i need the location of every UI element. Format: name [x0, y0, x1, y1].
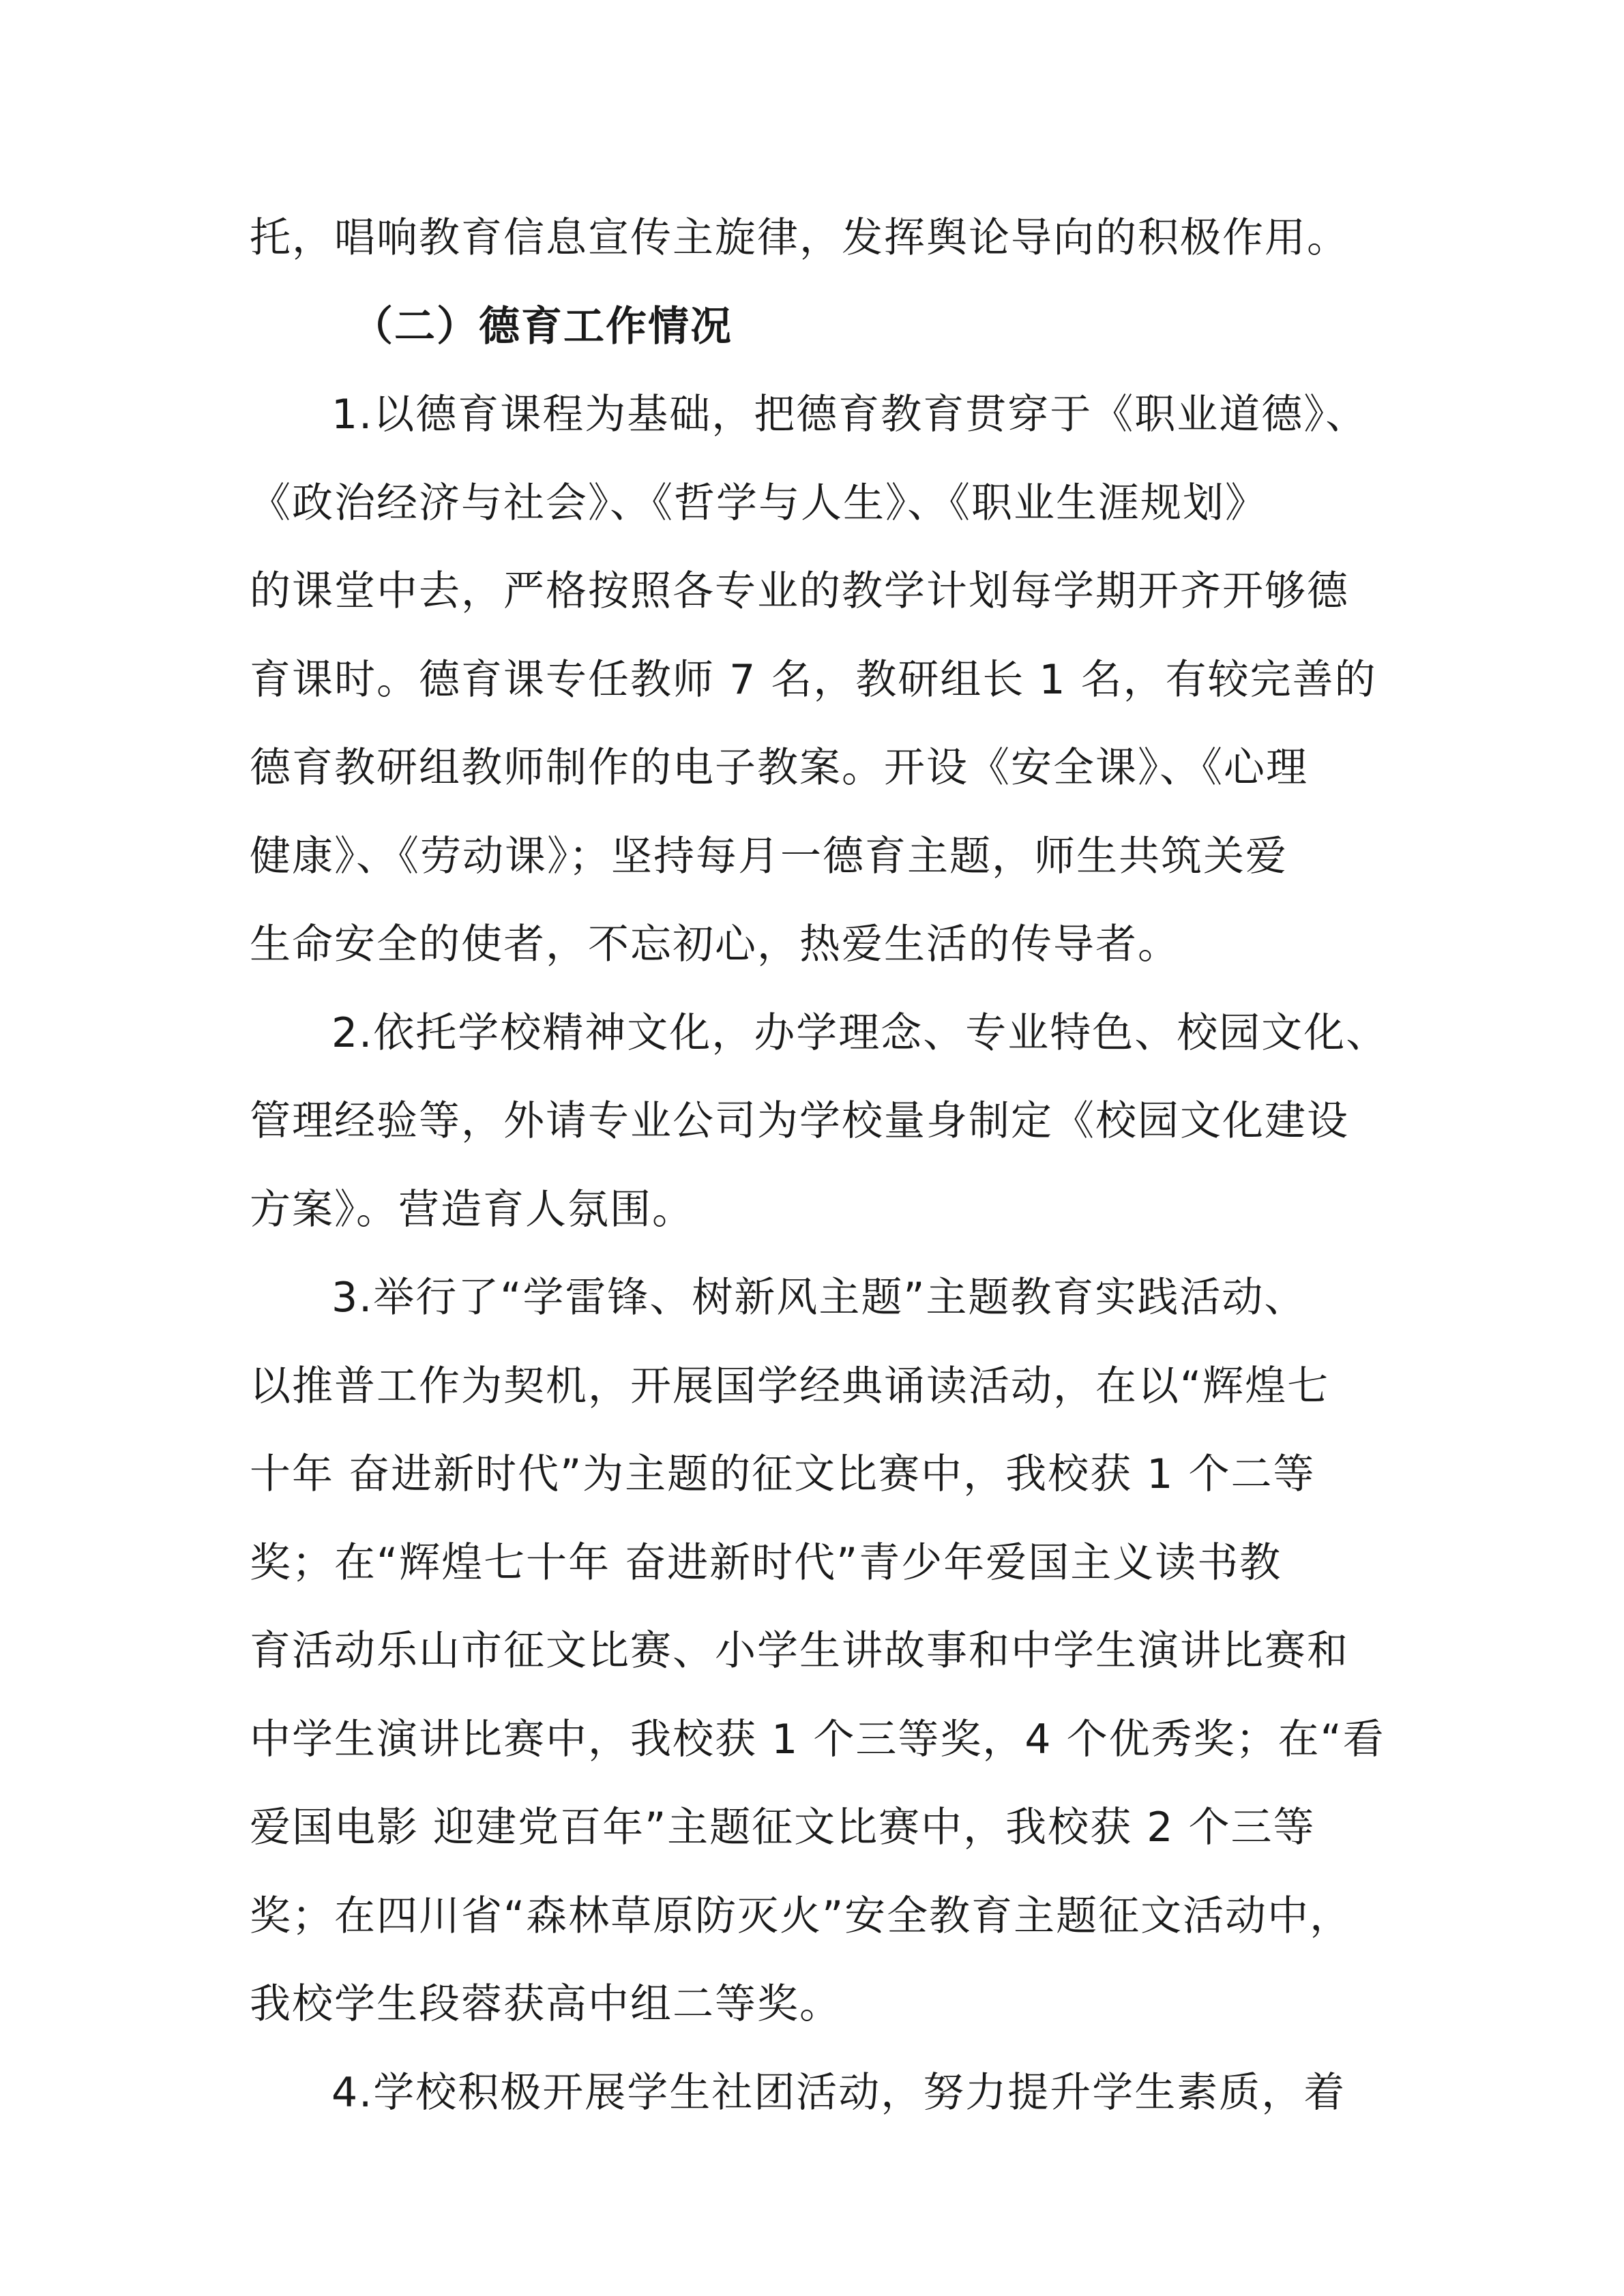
paragraph-line: 育课时。德育课专任教师 7 名，教研组长 1 名，有较完善的	[250, 655, 1377, 704]
paragraph-line: 以推普工作为契机，开展国学经典诵读活动，在以“辉煌七	[250, 1362, 1330, 1410]
paragraph-line: 托，唱响教育信息宣传主旋律，发挥舆论导向的积极作用。	[250, 214, 1349, 262]
paragraph-line: 的课堂中去，严格按照各专业的教学计划每学期开齐开够德	[250, 567, 1349, 615]
paragraph-line: 方案》。营造育人氛围。	[250, 1185, 694, 1234]
paragraph-line: 2.依托学校精神文化，办学理念、专业特色、校园文化、	[331, 1009, 1389, 1057]
paragraph-line: 奖；在四川省“森林草原防灭火”安全教育主题征文活动中，	[250, 1892, 1353, 1940]
paragraph-line: 十年 奋进新时代”为主题的征文比赛中，我校获 1 个二等	[250, 1450, 1316, 1498]
paragraph-line: 奖；在“辉煌七十年 奋进新时代”青少年爱国主义读书教	[250, 1538, 1282, 1587]
paragraph-line: 1.以德育课程为基础，把德育教育贯穿于《职业道德》、	[331, 391, 1368, 438]
paragraph-line: 中学生演讲比赛中，我校获 1 个三等奖，4 个优秀奖；在“看	[250, 1715, 1385, 1763]
paragraph-line: 育活动乐山市征文比赛、小学生讲故事和中学生演讲比赛和	[250, 1627, 1349, 1675]
paragraph-line: 爱国电影 迎建党百年”主题征文比赛中，我校获 2 个三等	[250, 1804, 1316, 1851]
paragraph-line: 健康》、《劳动课》；坚持每月一德育主题，师生共筑关爱	[250, 832, 1288, 880]
document-body	[250, 194, 1389, 2137]
paragraph-line: 4.学校积极开展学生社团活动，努力提升学生素质，着	[331, 2068, 1346, 2117]
paragraph-line: 3.举行了“学雷锋、树新风主题”主题教育实践活动、	[331, 1274, 1307, 1322]
paragraph-line: 德育教研组教师制作的电子教案。开设《安全课》、《心理	[250, 744, 1308, 792]
paragraph-line: 管理经验等，外请专业公司为学校量身制定《校园文化建设	[250, 1097, 1349, 1145]
paragraph-line: 生命安全的使者，不忘初心，热爱生活的传导者。	[250, 921, 1180, 968]
paragraph-line: 《政治经济与社会》、《哲学与人生》、《职业生涯规划》	[250, 479, 1267, 527]
paragraph-line: 我校学生段蓉获高中组二等奖。	[250, 1980, 842, 2028]
section-heading: （二）德育工作情况	[352, 302, 733, 351]
